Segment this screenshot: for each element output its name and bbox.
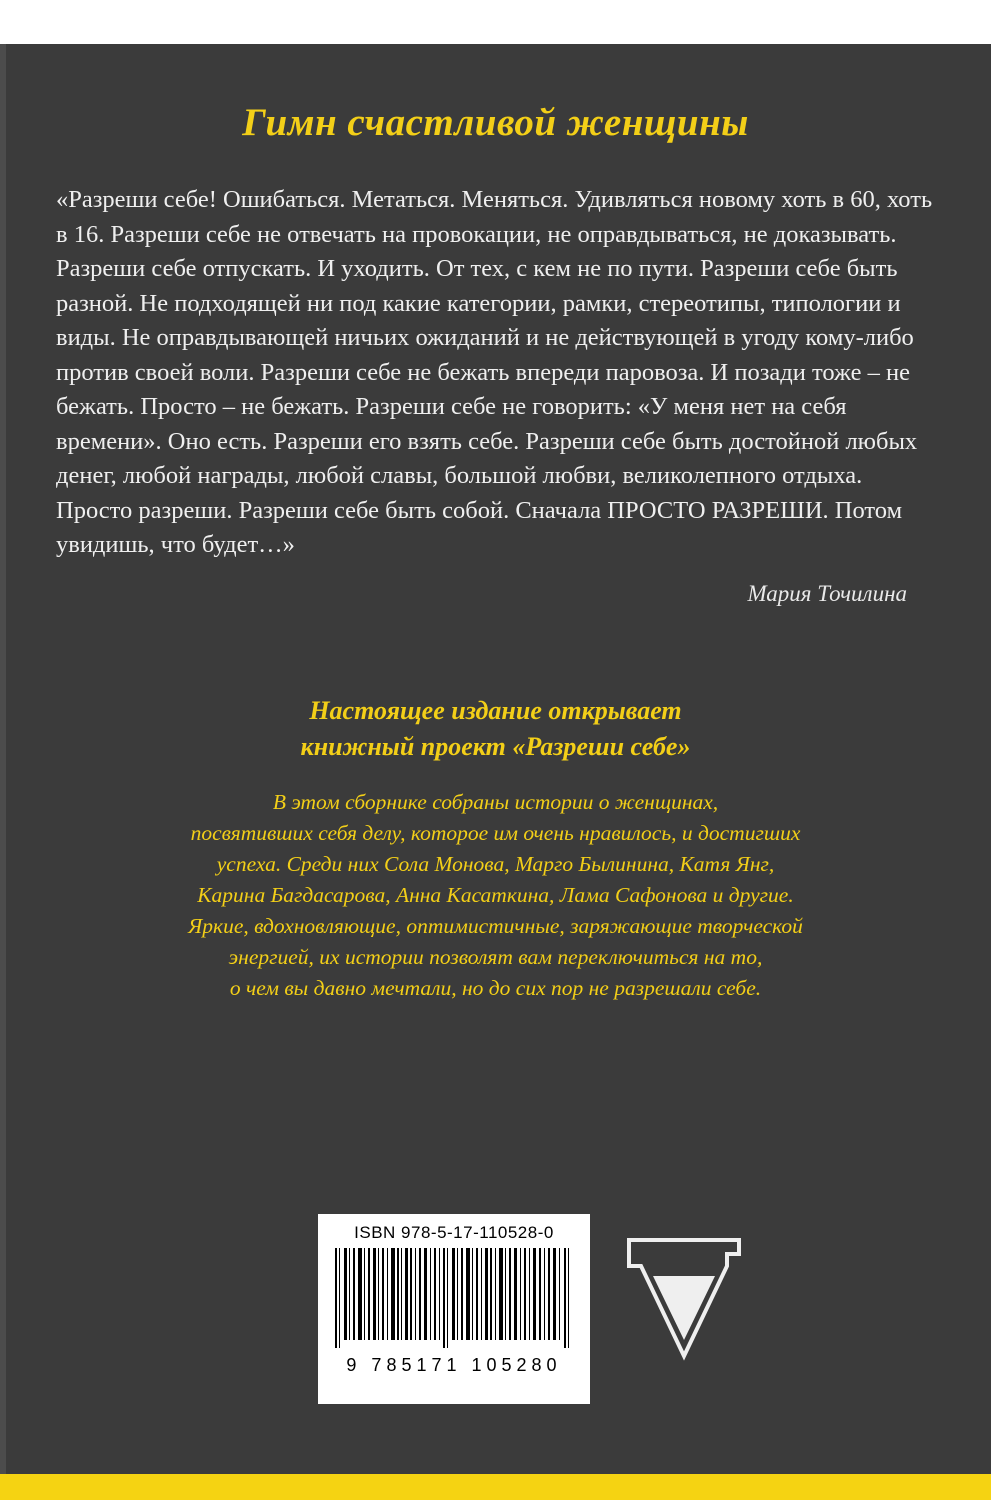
barcode-digits: 9 785171 105280 xyxy=(346,1355,562,1375)
top-white-band xyxy=(0,0,991,44)
promo-line: Карина Багдасарова, Анна Касаткина, Лама Сафонова и другие. xyxy=(197,882,794,907)
isbn-label: ISBN 978-5-17-110528-0 xyxy=(354,1223,554,1242)
promo-title-line-2: книжный проект «Разреши себе» xyxy=(300,731,691,761)
bottom-row xyxy=(0,1214,991,1404)
quote-author: Мария Точилина xyxy=(747,580,907,606)
quote-text xyxy=(56,183,935,563)
promo-line: успеха. Среди них Сола Монова, Марго Былинина, Катя Янг, xyxy=(216,851,775,876)
page-title: Гимн счастливой женщины xyxy=(242,101,749,144)
promo-title xyxy=(0,693,991,765)
quote-paragraph: «Разреши себе! Ошибаться. Метаться. Меняться. Удивляться новому хоть в 60, хоть в 16. Разреши себе не отвечать на провокации, не оправдываться, не доказывать. Разреши себе отпускать. И уходить. От тех, с кем не по пути. Разреши себе быть разной. Не подходящей ни под какие категории, рамки, стереотипы, типологии и виды. Не оправдывающей ничьих ожиданий и не действующей в угоду кому-либо против своей воли. Разреши себе не бежать впереди паровоза. И позади тоже – не бежать. Просто – не бежать. Разреши себе не говорить: «У меня нет на себя времени». Оно есть. Разреши его взять себе. Разреши себе быть достойной любых денег, любой награды, любой славы, большой любви, великолепного отдыха. Просто разреши. Разреши себе быть собой. Сначала ПРОСТО РАЗРЕШИ. Потом увидишь, что будет…» xyxy=(56,186,933,558)
promo-line: Яркие, вдохновляющие, оптимистичные, заряжающие творческой xyxy=(188,913,803,938)
promo-line: энергией, их истории позволят вам переключиться на то, xyxy=(228,944,763,969)
promo-line: В этом сборнике собраны истории о женщинах, xyxy=(272,789,719,814)
isbn-barcode-block xyxy=(318,1214,590,1404)
promo-line: посвятивших себя делу, которое им очень нравилось, и достигших xyxy=(190,820,801,845)
bottom-yellow-band xyxy=(0,1474,991,1500)
publisher-logo-icon xyxy=(625,1236,743,1368)
promo-description xyxy=(100,787,891,1004)
promo-line: о чем вы давно мечтали, но до сих пор не разрешали себе. xyxy=(229,975,762,1000)
promo-title-line-1: Настоящее издание открывает xyxy=(309,695,682,725)
barcode-image xyxy=(331,1248,577,1353)
